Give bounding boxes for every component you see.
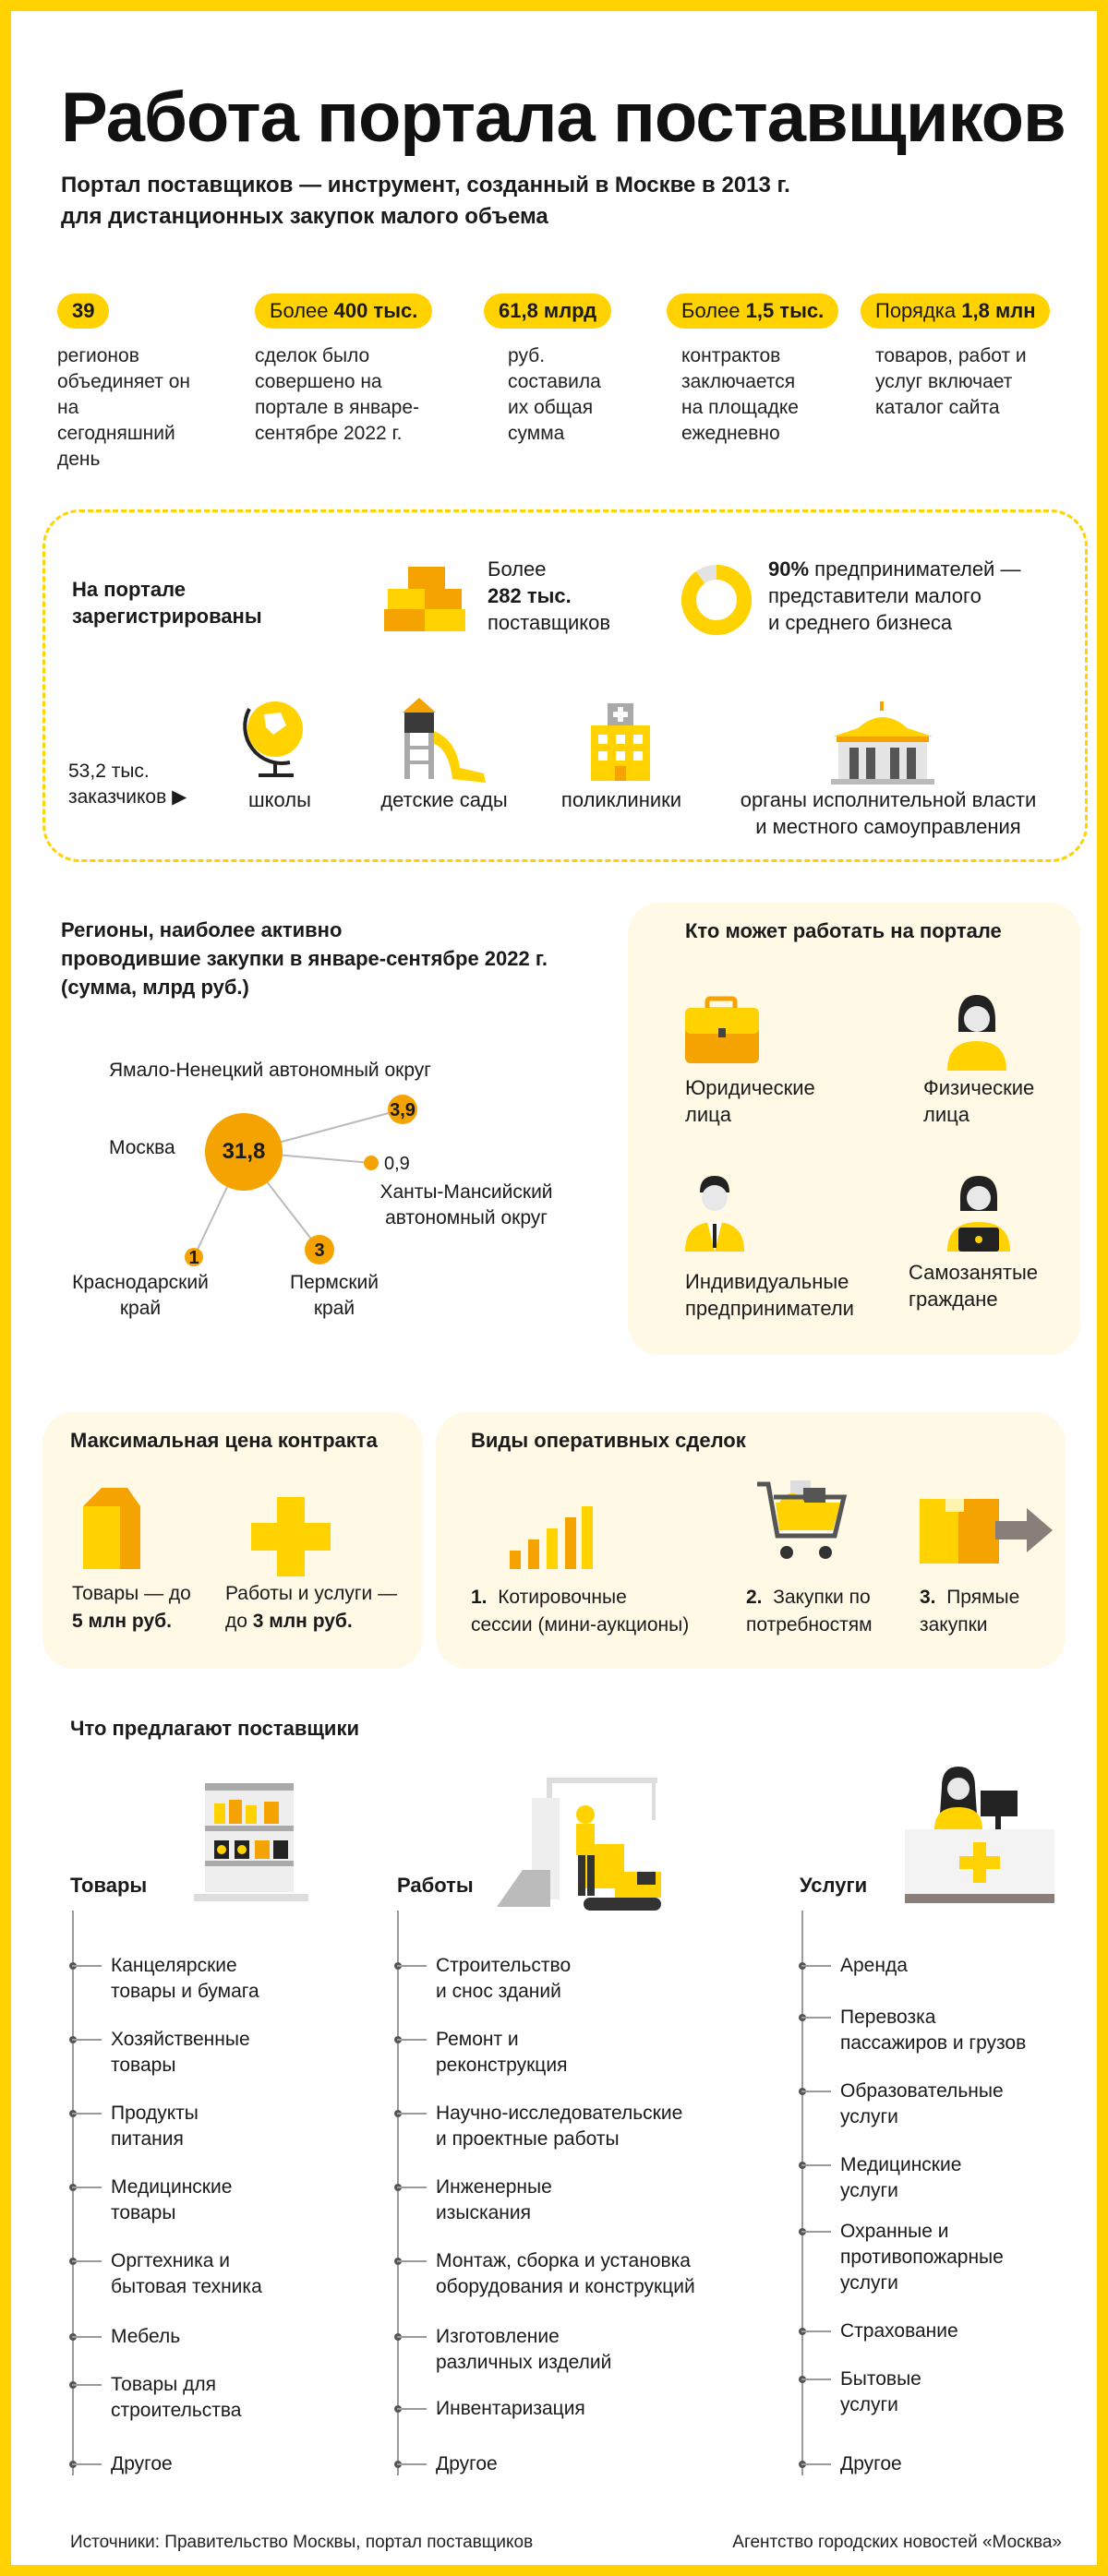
bubble-value-moscow: 31,8	[222, 1139, 266, 1164]
list-item	[111, 2451, 173, 2477]
list-item-line: питания	[111, 2128, 184, 2150]
krasnodar-l2: край	[119, 1298, 162, 1319]
deal-1-num: 1.	[471, 1587, 488, 1608]
who-title: Кто может работать на портале	[685, 919, 1002, 942]
list-item-line: оборудования и конструкций	[436, 2276, 695, 2297]
list-item-line: товары	[111, 2055, 176, 2076]
list-branch	[72, 2260, 102, 2262]
list-branch	[801, 2164, 831, 2166]
ip-l1: Индивидуальные	[685, 1270, 849, 1293]
works-price	[225, 1580, 397, 1635]
goods-tree-line	[72, 1911, 74, 2475]
list-item-line: Продукты	[111, 2103, 199, 2124]
stat-prefix: Порядка	[875, 299, 962, 322]
list-branch	[801, 2231, 831, 2233]
stat-desc: контрактов заключается на площадке ежедневно	[681, 345, 799, 444]
goods-price	[72, 1580, 191, 1635]
small-business-text	[768, 556, 1064, 636]
registered-heading-l1: На портале	[72, 578, 187, 601]
services-title: Услуги	[800, 1874, 868, 1897]
customers-l1: 53,2 тыс.	[68, 761, 150, 782]
stat-value: 39	[72, 299, 95, 322]
store-shelf-icon	[190, 1779, 310, 1909]
small-business-donut	[678, 561, 755, 639]
authorities-l2: и местного самоуправления	[755, 815, 1021, 838]
list-item-line: бытовая техника	[111, 2276, 262, 2297]
list-item	[111, 2175, 232, 2226]
list-item	[840, 2005, 1026, 2056]
bubble-value-khmao: 0,9	[384, 1154, 410, 1174]
reception-desk-icon	[901, 1763, 1058, 1920]
self-l1: Самозанятые	[909, 1261, 1038, 1284]
list-item	[111, 2324, 180, 2350]
list-branch	[397, 2408, 427, 2410]
regions-title-l2: проводившие закупки в январе-сентябре 2022 г.	[61, 947, 548, 970]
list-item	[840, 2152, 961, 2204]
stat-pill	[57, 294, 109, 329]
list-branch	[72, 1965, 102, 1967]
list-item	[840, 2318, 958, 2344]
briefcase-icon	[681, 995, 765, 1069]
construction-icon	[495, 1770, 680, 1918]
authorities-l1: органы исполнительной власти	[740, 788, 1037, 811]
list-item	[111, 2101, 199, 2152]
deal-direct	[920, 1584, 1019, 1639]
stat-value: 1,5 тыс.	[745, 299, 825, 322]
list-item	[840, 2219, 1004, 2296]
list-item	[840, 2451, 902, 2477]
milk-carton-icon	[76, 1484, 146, 1573]
list-item-line: Оргтехника и	[111, 2250, 230, 2271]
list-item-line: Научно-исследовательские	[436, 2103, 683, 2124]
list-item-line: Строительство	[436, 1955, 572, 1976]
list-item-line: Перевозка	[840, 2007, 936, 2028]
bubble-khmao	[364, 1156, 379, 1170]
list-item-line: Другое	[436, 2453, 498, 2474]
list-branch	[72, 2113, 102, 2115]
footer-agency: Агентство городских новостей «Москва»	[732, 2533, 1062, 2552]
subtitle	[61, 170, 984, 233]
khmao-l1: Ханты-Мансийский	[379, 1181, 553, 1203]
deal-2-l1: Закупки по	[773, 1587, 871, 1608]
suppliers-count	[488, 556, 610, 636]
list-item-line: услуги	[840, 2180, 898, 2201]
region-label-khmao	[360, 1180, 572, 1231]
list-item-line: Изготовление	[436, 2326, 560, 2347]
regions-title-l3: (сумма, млрд руб.)	[61, 976, 249, 999]
list-branch	[801, 1965, 831, 1967]
region-label-perm	[260, 1270, 408, 1322]
globe-icon	[238, 694, 316, 783]
list-item-line: Охранные и	[840, 2221, 949, 2242]
bar-growth-icon	[508, 1501, 593, 1571]
list-branch	[397, 2260, 427, 2262]
physical-l2: лица	[923, 1103, 970, 1126]
list-item-line: реконструкция	[436, 2055, 568, 2076]
regions-title-l1: Регионы, наиболее активно	[61, 918, 343, 941]
list-item-line: Канцелярские	[111, 1955, 237, 1976]
suppliers-l2: 282 тыс.	[488, 584, 572, 607]
stat-value: 400 тыс.	[333, 299, 418, 322]
list-branch	[397, 2463, 427, 2465]
bubble-value-krasnodar: 1	[188, 1248, 199, 1268]
stat-desc: товаров, работ и услуг включает каталог сайта	[875, 345, 1027, 418]
list-item	[111, 2372, 241, 2424]
suppliers-l1: Более	[488, 557, 547, 581]
list-item	[111, 2027, 250, 2079]
stat-contracts	[667, 294, 851, 447]
bubble-value-yamal: 3,9	[390, 1100, 416, 1120]
page-title: Работа портала поставщиков	[61, 78, 1066, 157]
stat-sum	[484, 294, 668, 447]
works-price-pre: до	[225, 1611, 253, 1632]
list-branch	[801, 2091, 831, 2092]
works-price-l1: Работы и услуги —	[225, 1583, 398, 1604]
offers-title: Что предлагают поставщики	[70, 1717, 359, 1740]
services-tree-line	[801, 1911, 803, 2475]
list-item-line: Хозяйственные	[111, 2029, 250, 2050]
list-item-line: Инженерные	[436, 2176, 552, 2198]
works-title: Работы	[397, 1874, 474, 1897]
box-arrow-icon	[918, 1497, 1056, 1567]
deal-1-l1: Котировочные	[498, 1587, 627, 1608]
subtitle-line-2: для дистанционных закупок малого объема	[61, 204, 548, 229]
list-item-line: Другое	[840, 2453, 902, 2474]
deals-title: Виды оперативных сделок	[471, 1429, 746, 1452]
stat-pill	[667, 294, 838, 329]
list-item-line: Другое	[111, 2453, 173, 2474]
list-item	[436, 2451, 498, 2477]
woman-icon	[942, 989, 1012, 1072]
region-label-yamal: Ямало-Ненецкий автономный округ	[109, 1060, 431, 1081]
list-item-line: различных изделий	[436, 2352, 612, 2373]
registered-heading-l2: зарегистрированы	[72, 605, 262, 628]
list-item-line: и снос зданий	[436, 1981, 561, 2002]
deal-2-l2: потребностям	[746, 1614, 873, 1635]
list-item	[436, 2248, 695, 2300]
deal-quotation	[471, 1584, 689, 1639]
list-item	[436, 2027, 567, 2079]
footer-sources: Источники: Правительство Москвы, портал поставщиков	[70, 2533, 534, 2552]
perm-l2: край	[313, 1298, 355, 1319]
physical-l1: Физические	[923, 1076, 1035, 1099]
list-item-line: противопожарные	[840, 2247, 1004, 2268]
customers-l2: заказчиков	[68, 786, 167, 808]
region-label-moscow: Москва	[109, 1137, 175, 1158]
krasnodar-l1: Краснодарский	[72, 1272, 209, 1293]
deal-3-l2: закупки	[920, 1614, 988, 1635]
list-item-line: товары и бумага	[111, 1981, 259, 2002]
customers-count	[68, 759, 187, 810]
list-item-line: товары	[111, 2202, 176, 2223]
legal-entities	[685, 1074, 815, 1128]
region-label-krasnodar	[57, 1270, 223, 1322]
deal-2-num: 2.	[746, 1587, 763, 1608]
stat-desc: сделок было совершено на портале в январе-сентябре 2022 г.	[255, 345, 420, 444]
list-branch	[801, 2378, 831, 2380]
list-branch	[397, 1965, 427, 1967]
physical-persons	[923, 1074, 1034, 1128]
list-item-line: пассажиров и грузов	[840, 2032, 1027, 2054]
list-branch	[397, 2113, 427, 2115]
list-item-line: Инвентаризация	[436, 2398, 585, 2419]
works-tree-line	[397, 1911, 399, 2475]
bubble-value-perm: 3	[314, 1240, 325, 1261]
works-price-value: 3 млн руб.	[252, 1611, 353, 1632]
list-item-line: Мебель	[111, 2326, 181, 2347]
clinics-label: поликлиники	[560, 788, 682, 811]
registered-heading	[72, 576, 262, 629]
list-item	[840, 2366, 921, 2418]
goods-title: Товары	[70, 1874, 148, 1897]
list-branch	[72, 2463, 102, 2465]
list-item	[436, 2396, 585, 2422]
deal-1-l2: сессии (мини-аукционы)	[471, 1614, 690, 1635]
list-item-line: строительства	[111, 2400, 242, 2421]
legal-l1: Юридические	[685, 1076, 815, 1099]
kindergartens-label: детские сады	[380, 788, 508, 811]
list-item	[436, 2324, 611, 2376]
self-employed-icon	[942, 1170, 1016, 1253]
self-l2: граждане	[909, 1288, 998, 1311]
list-branch	[397, 2187, 427, 2188]
small-biz-l1: предпринимателей —	[809, 557, 1021, 581]
list-branch	[72, 2187, 102, 2188]
list-item-line: изыскания	[436, 2202, 531, 2223]
ip-l2: предприниматели	[685, 1297, 854, 1320]
list-item-line: Медицинские	[840, 2154, 962, 2175]
legal-l2: лица	[685, 1103, 731, 1126]
stat-pill	[255, 294, 432, 329]
list-branch	[801, 2017, 831, 2019]
list-item-line: и проектные работы	[436, 2128, 620, 2150]
list-branch	[72, 2336, 102, 2338]
stat-catalog	[861, 294, 1045, 421]
suppliers-l3: поставщиков	[488, 611, 611, 634]
slide-icon	[391, 694, 493, 786]
stat-value: 1,8 млн	[961, 299, 1036, 322]
list-item-line: услуги	[840, 2106, 898, 2127]
deal-needs	[746, 1584, 873, 1639]
stat-regions	[57, 294, 242, 473]
list-item	[436, 1953, 571, 2005]
small-biz-l3: и среднего бизнеса	[768, 611, 953, 634]
self-employed	[909, 1259, 1038, 1312]
list-item	[436, 2175, 552, 2226]
khmao-l2: автономный округ	[385, 1207, 548, 1228]
businessman-icon	[680, 1170, 750, 1253]
boxes-icon	[380, 561, 473, 635]
list-branch	[72, 2039, 102, 2041]
list-item-line: Монтаж, сборка и установка	[436, 2250, 691, 2271]
goods-price-l2: 5 млн руб.	[72, 1611, 172, 1632]
goods-price-l1: Товары — до	[72, 1583, 191, 1604]
stat-desc: руб. составила их общая сумма	[508, 345, 601, 444]
clinic-icon	[584, 700, 657, 788]
list-branch	[801, 2463, 831, 2465]
stat-deals	[255, 294, 440, 447]
government-building-icon	[827, 700, 938, 788]
list-branch	[397, 2336, 427, 2338]
list-branch	[801, 2330, 831, 2332]
shopping-cart-icon	[755, 1475, 853, 1571]
list-item-line: Медицинские	[111, 2176, 233, 2198]
subtitle-line-1: Портал поставщиков — инструмент, созданный в Москве в 2013 г.	[61, 173, 790, 198]
list-item-line: Бытовые	[840, 2368, 921, 2390]
list-item	[840, 2079, 1004, 2130]
perm-l1: Пермский	[289, 1272, 379, 1293]
list-item-line: Страхование	[840, 2320, 958, 2342]
stat-prefix: Более	[681, 299, 746, 322]
stat-prefix: Более	[270, 299, 334, 322]
authorities-label	[731, 786, 1045, 840]
small-biz-l2: представители малого	[768, 584, 982, 607]
plus-icon	[249, 1495, 332, 1578]
list-branch	[72, 2384, 102, 2386]
list-item-line: услуги	[840, 2272, 898, 2294]
list-item	[111, 1953, 259, 2005]
regions-title	[61, 916, 615, 1001]
list-item-line: Аренда	[840, 1955, 908, 1976]
list-item-line: Ремонт и	[436, 2029, 519, 2050]
schools-label: школы	[248, 788, 311, 811]
list-item	[840, 1953, 908, 1979]
deal-3-l1: Прямые	[946, 1587, 1020, 1608]
list-item-line: Товары для	[111, 2374, 216, 2395]
deal-3-num: 3.	[920, 1587, 936, 1608]
small-biz-pct: 90%	[768, 557, 810, 581]
list-branch	[397, 2039, 427, 2041]
list-item	[436, 2101, 682, 2152]
stat-desc: регионов объединяет он на сегодняшний день	[57, 345, 191, 470]
arrow-right-icon: ▶	[172, 786, 187, 808]
stat-pill	[484, 294, 611, 329]
stat-pill	[861, 294, 1050, 329]
list-item-line: Образовательные	[840, 2080, 1004, 2102]
list-item	[111, 2248, 262, 2300]
individual-entrepreneurs	[685, 1268, 854, 1322]
list-item-line: услуги	[840, 2394, 898, 2415]
stat-value: 61,8 млрд	[499, 299, 597, 322]
max-price-title: Максимальная цена контракта	[70, 1429, 378, 1452]
